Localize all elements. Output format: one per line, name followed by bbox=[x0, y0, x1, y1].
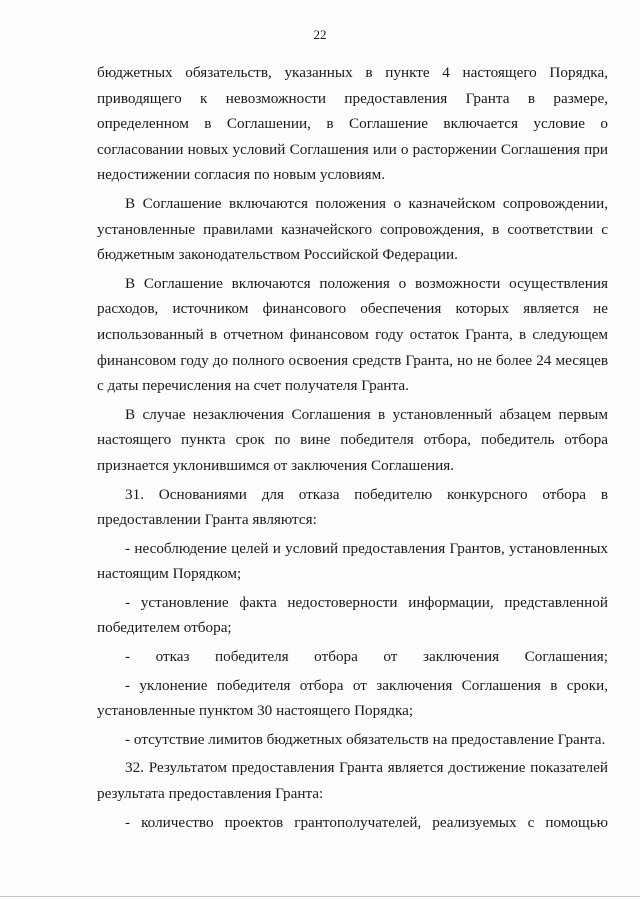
list-item-no-budget-limits: - отсутствие лимитов бюджетных обязательств на предоставление Гранта. bbox=[125, 730, 606, 748]
list-item-false-information: - установление факта недостоверности информации, представленной победителем отбора; bbox=[97, 593, 608, 637]
paragraph-treasury-support: В Соглашение включаются положения о казначейском сопровождении, установленные правилами казначейского сопровождения, в соответствии с бюджетным законодательством Российской Федерации. bbox=[97, 194, 608, 264]
page-bottom-edge bbox=[0, 896, 640, 897]
paragraph-item-32: 32. Результатом предоставления Гранта является достижение показателей результата предоставления Гранта: bbox=[97, 759, 608, 803]
paragraph-grant-balance: В Соглашение включаются положения о возможности осуществления расходов, источником финансового обеспечения которых является не использованный в отчетном финансовом году остаток Гранта, в следующем финансовом году до полного освоения средств Гранта, но не более 24 месяцев с даты перечисления на счет получателя Гранта. bbox=[97, 274, 608, 395]
list-item-project-count: - количество проектов грантополучателей, реализуемых с помощью bbox=[125, 813, 608, 831]
list-item-refusal: - отказ победителя отбора от заключения Соглашения; bbox=[125, 648, 608, 666]
paragraph-item-31: 31. Основаниями для отказа победителю конкурсного отбора в предоставлении Гранта являются: bbox=[97, 485, 608, 529]
paragraph-continuation: бюджетных обязательств, указанных в пункте 4 настоящего Порядка, приводящего к невозможности предоставления Гранта в размере, определенном в Соглашении, в Соглашение включается условие о согласовании новых условий Соглашения или о расторжении Соглашения при недостижении согласия по новым условиям. bbox=[97, 64, 608, 184]
list-item-evasion-deadline: - уклонение победителя отбора от заключения Соглашения в сроки, установленные пунктом 30 настоящего Порядка; bbox=[97, 676, 608, 720]
list-item-noncompliance: - несоблюдение целей и условий предоставления Грантов, установленных настоящим Порядком; bbox=[97, 539, 608, 583]
page-number: 22 bbox=[313, 27, 327, 42]
document-body bbox=[97, 60, 608, 835]
paragraph-agreement-evasion: В случае незаключения Соглашения в установленный абзацем первым настоящего пункта срок по вине победителя отбора, победитель отбора признается уклонившимся от заключения Соглашения. bbox=[97, 405, 608, 474]
